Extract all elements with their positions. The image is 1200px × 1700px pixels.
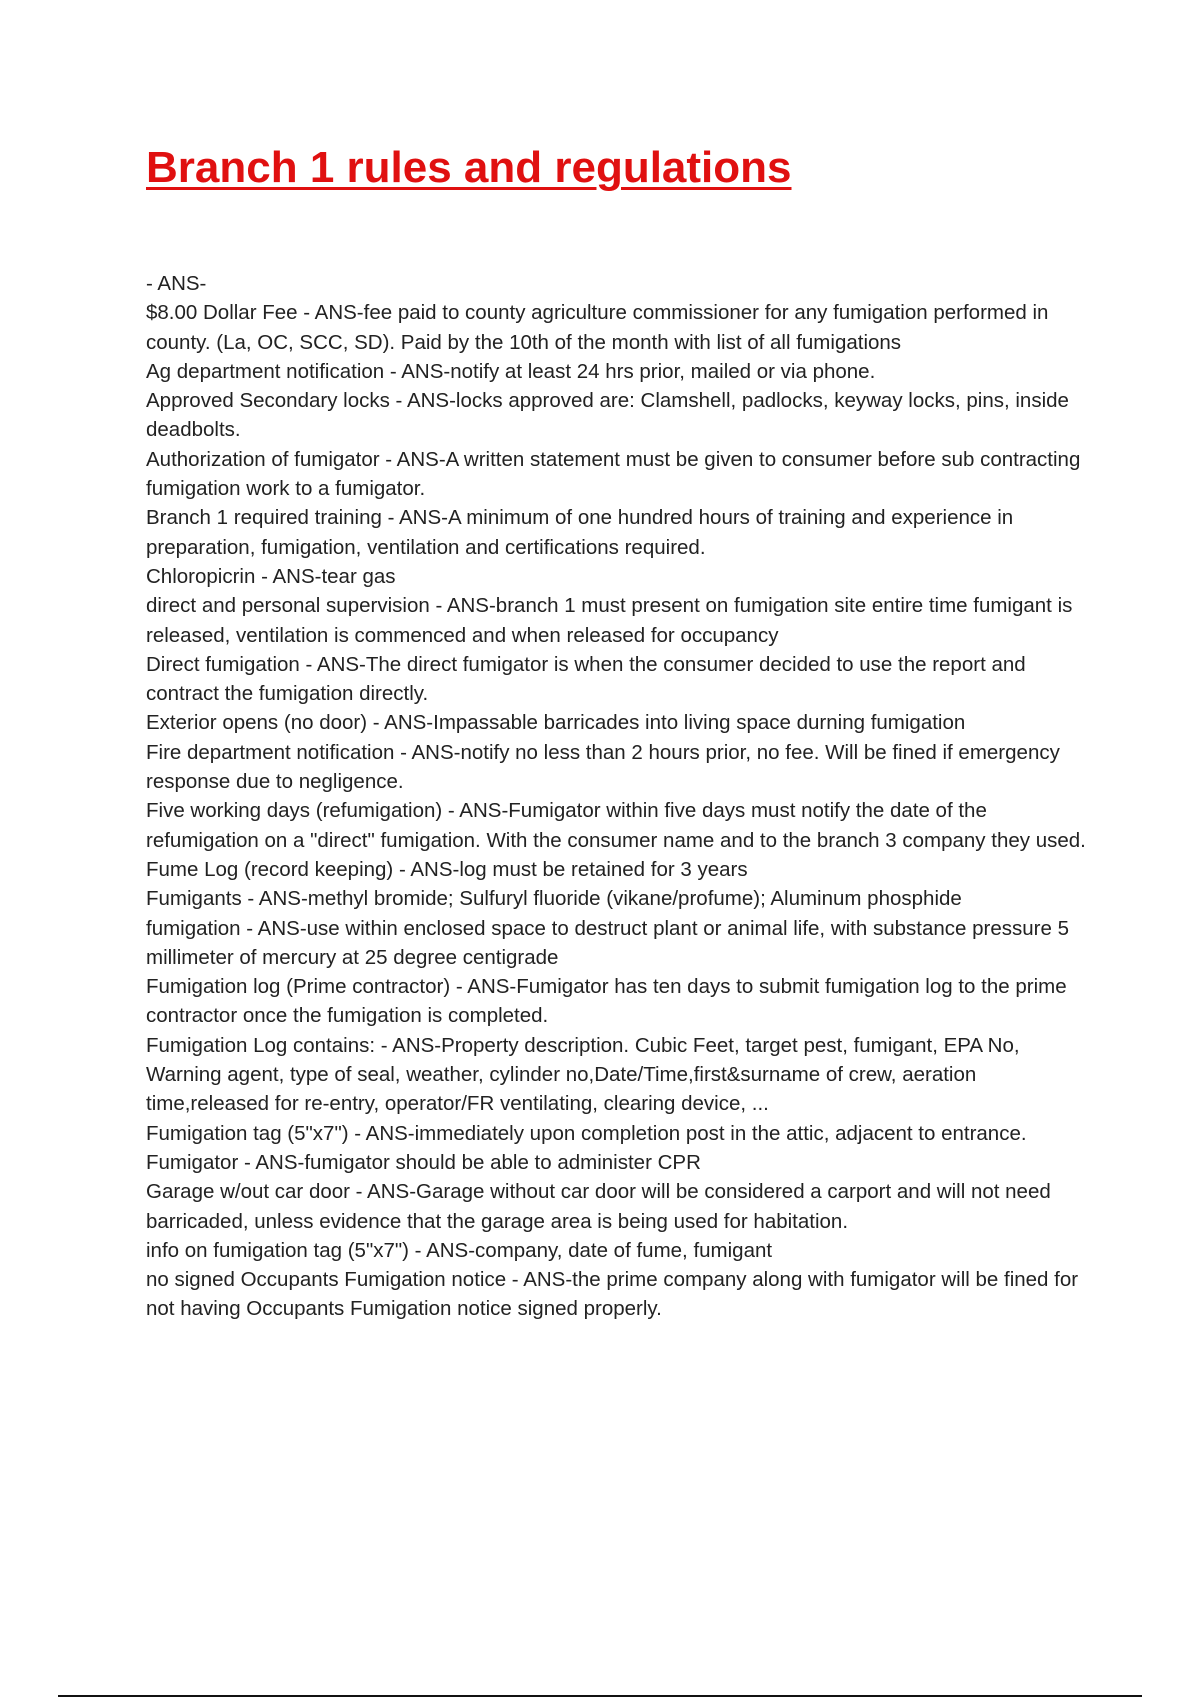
list-item: Fumigation tag (5"x7") - ANS-immediately upon completion post in the attic, adjacent to entrance. [146, 1121, 1027, 1145]
list-item: Fire department notification - ANS-notify no less than 2 hours prior, no fee. Will be fined if emergency response due to negligence. [146, 740, 1060, 794]
list-item: Five working days (refumigation) - ANS-Fumigator within five days must notify the date of the refumigation on a "direct" fumigation. With the consumer name and to the branch 3 company they used. [146, 799, 1086, 852]
list-item: Approved Secondary locks - ANS-locks approved are: Clamshell, padlocks, keyway locks, pins, inside deadbolts. [146, 389, 1069, 442]
list-item: Exterior opens (no door) - ANS-Impassable barricades into living space durning fumigation [146, 711, 966, 735]
list-item: Authorization of fumigator - ANS-A written statement must be given to consumer before sub contracting fumigation work to a fumigator. [146, 447, 1081, 501]
document-body [146, 269, 1096, 1324]
list-item: Fumigants - ANS-methyl bromide; Sulfuryl fluoride (vikane/profume); Aluminum phosphide [146, 887, 962, 911]
list-item: Fumigation log (Prime contractor) - ANS-Fumigator has ten days to submit fumigation log to the prime contractor once the fumigation is completed. [146, 975, 1067, 1028]
page-title: Branch 1 rules and regulations [146, 143, 792, 192]
list-item: Fumigator - ANS-fumigator should be able to administer CPR [146, 1150, 701, 1174]
list-item: Fumigation Log contains: - ANS-Property description. Cubic Feet, target pest, fumigant, EPA No, Warning agent, type of seal, weather, cylinder no,Date/Time,first&surname of crew, aeration time,released for re-entry, operator/FR ventilating, clearing device, ... [146, 1033, 1020, 1116]
list-item: direct and personal supervision - ANS-branch 1 must present on fumigation site entire time fumigant is released, ventilation is commenced and when released for occupancy [146, 594, 1073, 647]
list-item: Chloropicrin - ANS-tear gas [146, 564, 396, 588]
list-item: Branch 1 required training - ANS-A minimum of one hundred hours of training and experience in preparation, fumigation, ventilation and certifications required. [146, 506, 1014, 559]
list-item: fumigation - ANS-use within enclosed space to destruct plant or animal life, with substance pressure 5 millimeter of mercury at 25 degree centigrade [146, 916, 1069, 969]
list-item: info on fumigation tag (5"x7") - ANS-company, date of fume, fumigant [146, 1238, 773, 1262]
list-item: Garage w/out car door - ANS-Garage without car door will be considered a carport and will not need barricaded, unless evidence that the garage area is being used for habitation. [146, 1180, 1051, 1233]
list-item: Fume Log (record keeping) - ANS-log must be retained for 3 years [146, 857, 748, 881]
intro-line: - ANS- [146, 272, 207, 295]
footer-divider [58, 1695, 1142, 1697]
list-item: Ag department notification - ANS-notify at least 24 hrs prior, mailed or via phone. [146, 359, 876, 383]
list-item: $8.00 Dollar Fee - ANS-fee paid to county agriculture commissioner for any fumigation performed in county. (La, OC, SCC, SD). Paid by the 10th of the month with list of all fumigations [146, 301, 1049, 354]
list-item: no signed Occupants Fumigation notice - ANS-the prime company along with fumigator will be fined for not having Occupants Fumigation notice signed properly. [146, 1268, 1079, 1321]
list-item: Direct fumigation - ANS-The direct fumigator is when the consumer decided to use the report and contract the fumigation directly. [146, 652, 1026, 706]
